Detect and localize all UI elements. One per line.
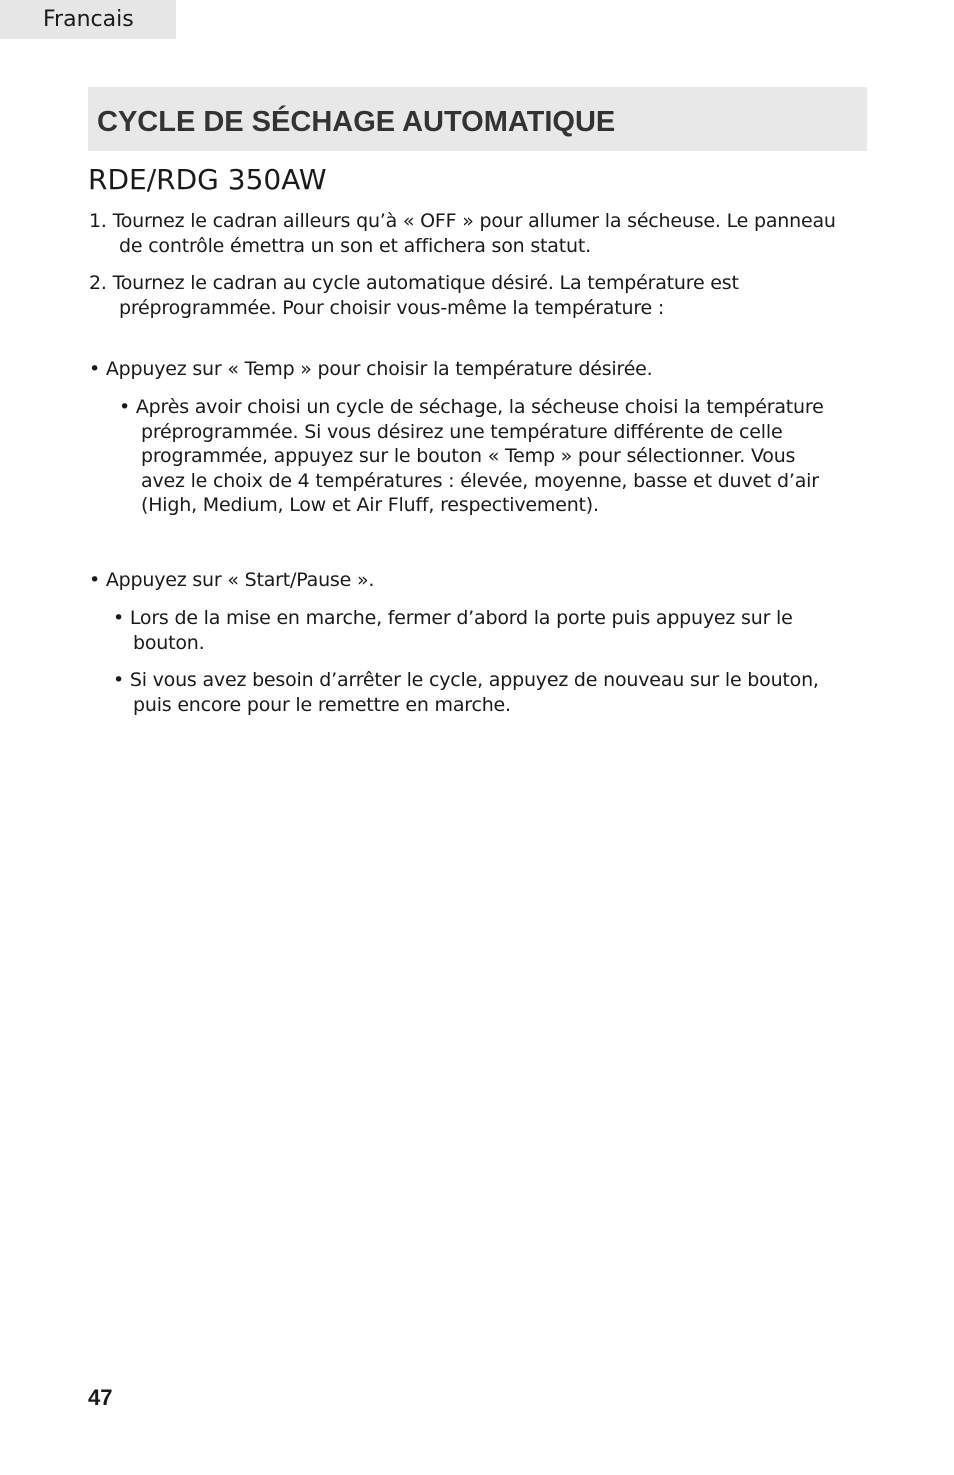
section-header-bar — [88, 87, 867, 151]
step-1 — [89, 209, 836, 258]
start-sub-bullet-2-line-2: puis encore pour le remettre en marche. — [133, 693, 511, 716]
step-1-line-1: 1. Tournez le cadran ailleurs qu’à « OFF » pour allumer la sécheuse. Le panneau — [89, 210, 836, 232]
step-2-line-2: préprogrammée. Pour choisir vous-même la température : — [119, 296, 665, 319]
start-sub-bullet-2 — [113, 668, 819, 717]
step-2-line-1: 2. Tournez le cadran au cycle automatique désiré. La température est — [89, 272, 739, 294]
start-sub-bullet-2-line-1: • Si vous avez besoin d’arrêter le cycle, appuyez de nouveau sur le bouton, — [113, 669, 819, 691]
temp-sub-bullet — [119, 395, 824, 518]
model-title: RDE/RDG 350AW — [88, 163, 327, 196]
step-2 — [89, 271, 739, 320]
page-number: 47 — [88, 1385, 113, 1410]
temp-sub-bullet-line-1: • Après avoir choisi un cycle de séchage, la sécheuse choisi la température — [119, 396, 824, 418]
start-sub-bullet-1 — [113, 606, 793, 655]
temp-sub-bullet-line-3: programmée, appuyez sur le bouton « Temp » pour sélectionner. Vous — [141, 445, 796, 467]
start-bullet-text: • Appuyez sur « Start/Pause ». — [89, 569, 375, 591]
start-sub-bullet-1-line-1: • Lors de la mise en marche, fermer d’abord la porte puis appuyez sur le — [113, 607, 793, 629]
temp-bullet — [89, 357, 653, 382]
temp-sub-bullet-line-2: préprogrammée. Si vous désirez une température différente de celle — [141, 420, 783, 443]
temp-sub-bullet-line-5: (High, Medium, Low et Air Fluff, respectivement). — [141, 494, 599, 516]
temp-sub-bullet-line-4: avez le choix de 4 températures : élevée, moyenne, basse et duvet d’air — [141, 469, 819, 492]
temp-bullet-text: • Appuyez sur « Temp » pour choisir la température désirée. — [89, 358, 653, 380]
start-sub-bullet-1-line-2: bouton. — [133, 631, 205, 654]
start-bullet — [89, 568, 374, 593]
section-title: CYCLE DE SÉCHAGE AUTOMATIQUE — [97, 106, 616, 138]
language-tab: Francais — [0, 0, 176, 39]
step-1-line-2: de contrôle émettra un son et affichera son statut. — [119, 234, 591, 257]
